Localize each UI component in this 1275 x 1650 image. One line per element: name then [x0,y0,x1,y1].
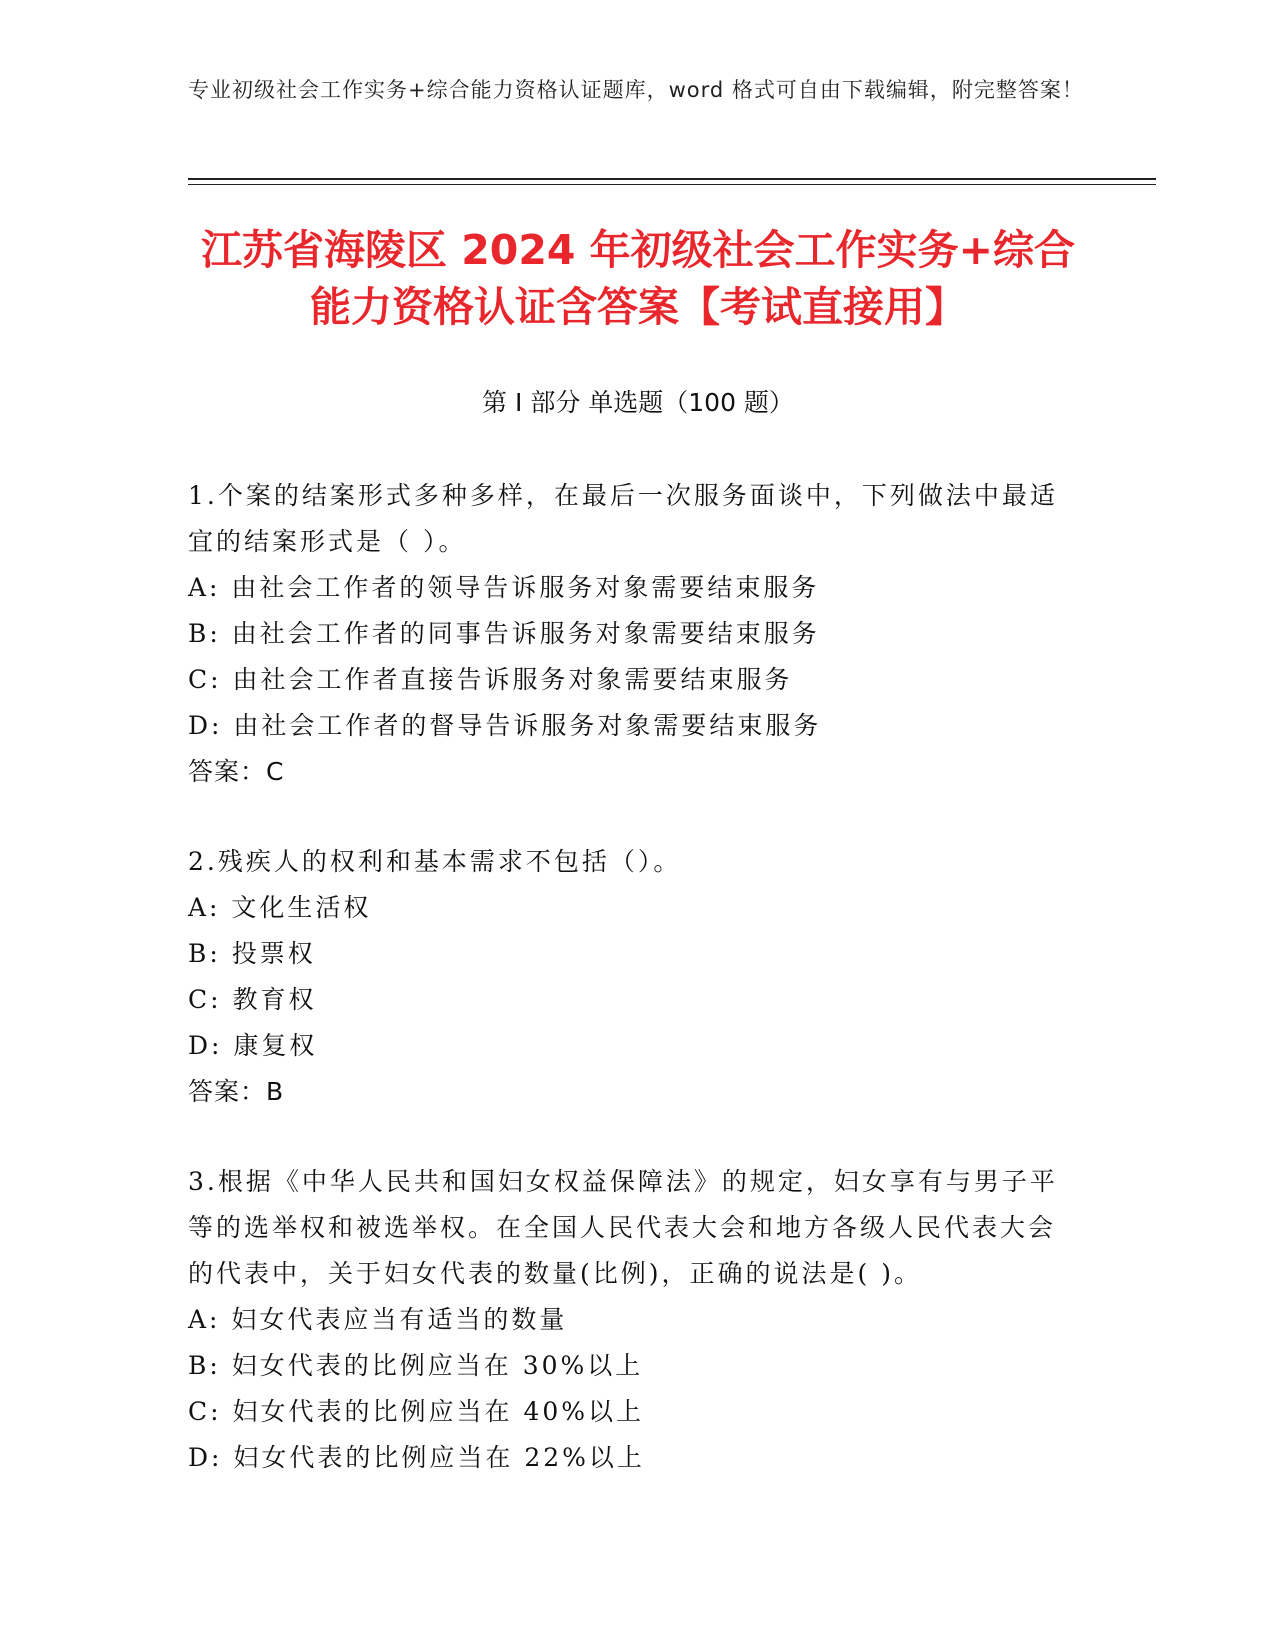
header-note: 专业初级社会工作实务+综合能力资格认证题库，word 格式可自由下载编辑，附完整答案！ [188,78,1084,102]
option-a: A: 妇女代表应当有适当的数量 [188,1305,568,1334]
answer: 答案：B [188,1077,285,1106]
option-c: C: 教育权 [188,985,317,1014]
question-3 [188,1159,1068,1481]
option-a: A: 由社会工作者的领导告诉服务对象需要结束服务 [188,573,820,602]
document-title: 江苏省海陵区 2024 年初级社会工作实务+综合能力资格认证含答案【考试直接用】 [200,226,1075,331]
option-c: C: 由社会工作者直接告诉服务对象需要结束服务 [188,665,793,694]
option-b: B: 由社会工作者的同事告诉服务对象需要结束服务 [188,619,820,648]
question-list [188,473,1068,1525]
question-stem: 3.根据《中华人民共和国妇女权益保障法》的规定，妇女享有与男子平等的选举权和被选举权。在全国人民代表大会和地方各级人民代表大会的代表中，关于妇女代表的数量(比例)，正确的说法是( )。 [188,1167,1058,1288]
section-heading: 第 I 部分 单选题（100 题） [482,388,794,417]
question-1 [188,473,1068,795]
option-d: D: 康复权 [188,1031,318,1060]
answer: 答案：C [188,757,285,786]
option-a: A: 文化生活权 [188,893,372,922]
option-d: D: 由社会工作者的督导告诉服务对象需要结束服务 [188,711,822,740]
header-divider-thick [188,178,1156,180]
option-b: B: 投票权 [188,939,316,968]
question-2 [188,839,1068,1115]
option-c: C: 妇女代表的比例应当在 40%以上 [188,1397,645,1426]
option-d: D: 妇女代表的比例应当在 22%以上 [188,1443,645,1472]
option-b: B: 妇女代表的比例应当在 30%以上 [188,1351,644,1380]
question-stem: 2.残疾人的权利和基本需求不包括（）。 [188,847,682,876]
header-divider-thin [188,184,1156,185]
question-stem: 1.个案的结案形式多种多样，在最后一次服务面谈中，下列做法中最适宜的结案形式是（ ）。 [188,481,1058,556]
